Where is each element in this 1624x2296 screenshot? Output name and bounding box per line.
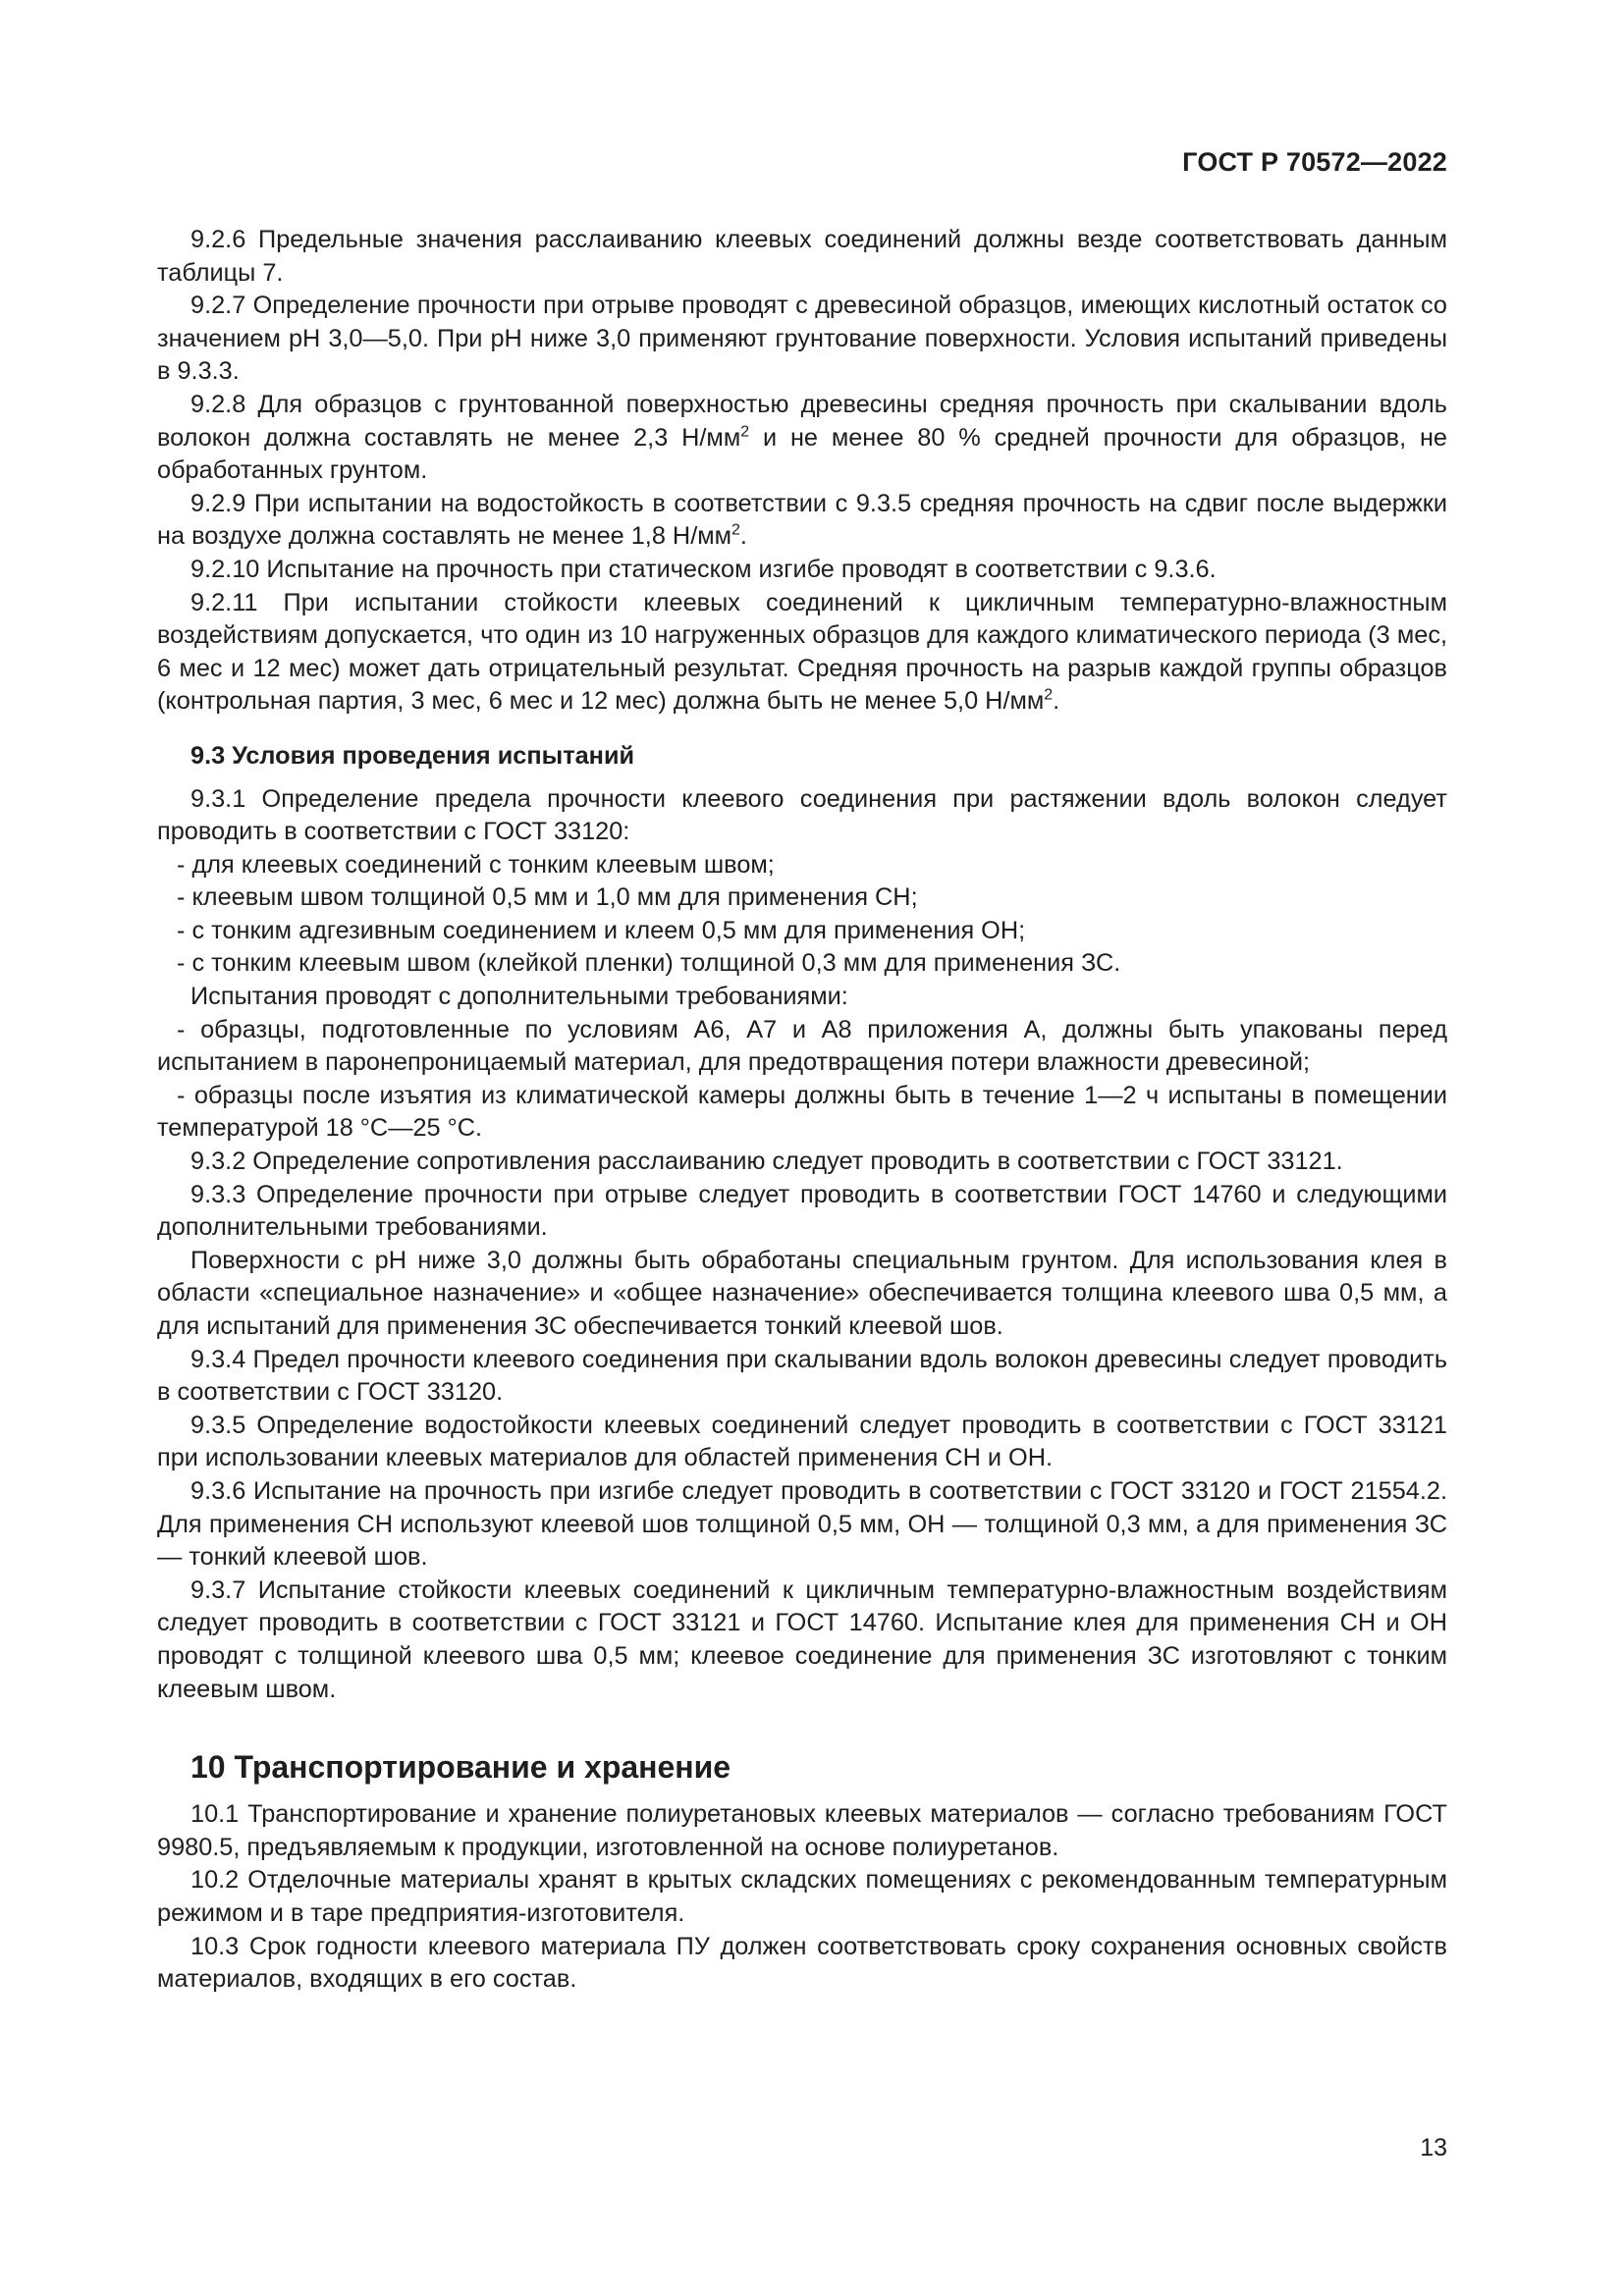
list-item: - образцы, подготовленные по условиям А6, А7 и А8 приложения А, должны быть упакованы перед испытанием в паронепроницаемый материал, для предотвращения потери влажности древесиной; — [157, 1015, 1447, 1077]
list-item: - клеевым швом толщиной 0,5 мм и 1,0 мм для применения СН; — [177, 883, 918, 912]
page-content — [157, 224, 1447, 1997]
superscript: 2 — [731, 521, 740, 539]
clause-10-3: 10.3 Срок годности клеевого материала ПУ должен соответствовать сроку сохранения основных свойств материалов, входящих в его состав. — [157, 1932, 1447, 1994]
clause-text: и не менее 80 % средней прочности для образцов, не обработанных грунтом. — [157, 423, 1448, 485]
list-item: - с тонким клеевым швом (клейкой пленки) толщиной 0,3 мм для применения ЗС. — [177, 949, 1121, 978]
clause-9-3-6: 9.3.6 Испытание на прочность при изгибе следует проводить в соответствии с ГОСТ 33120 и ГОСТ 21554.2. Для применения СН используют клеевой шов толщиной 0,5 мм, ОН — толщиной 0,3 мм, а для применения ЗС — тонкий клеевой шов. — [157, 1476, 1447, 1572]
list-item: - для клеевых соединений с тонким клеевым швом; — [177, 850, 775, 879]
list-item: - образцы после изъятия из климатической камеры должны быть в течение 1—2 ч испытаны в помещении температурой 18 °С—25 °С. — [157, 1081, 1447, 1143]
clause-9-2-7: 9.2.7 Определение прочности при отрыве проводят с древесиной образцов, имеющих кислотный остаток со значением pH 3,0—5,0. При pH ниже 3,0 применяют грунтование поверхности. Условия испытаний приведены в 9.3.3. — [157, 292, 1447, 386]
clause-text: 9.2.8 Для образцов с грунтованной поверхностью древесины средняя прочность при скалывании вдоль волокон должна составлять не менее 2,3 Н/мм — [157, 390, 1447, 452]
clause-9-2-11 — [157, 587, 1447, 719]
clause-9-3-4: 9.3.4 Предел прочности клеевого соединения при скалывании вдоль волокон древесины следует проводить в соответствии с ГОСТ 33120. — [157, 1345, 1447, 1407]
superscript: 2 — [1044, 686, 1054, 704]
superscript: 2 — [740, 423, 750, 441]
clause-9-3-5: 9.3.5 Определение водостойкости клеевых соединений следует проводить в соответствии с ГОСТ 33121 при использовании клеевых материалов для областей применения СН и ОН. — [157, 1411, 1447, 1472]
clause-9-3-2: 9.3.2 Определение сопротивления расслаиванию следует проводить в соответствии с ГОСТ 33121. — [190, 1148, 1343, 1176]
clause-text: 9.2.11 При испытании стойкости клеевых соединений к цикличным температурно-влажностным воздействиям допускается, что один из 10 нагруженных образцов для каждого климатического периода (3 мес, 6 мес и 12 мес) может дать отрицательный результат. Средняя прочность на разрыв каждой группы образцов (контрольная партия, 3 мес, 6 мес и 12 мес) должна быть не менее 5,0 Н/мм — [157, 588, 1447, 716]
list-item: - с тонким адгезивным соединением и клеем 0,5 мм для применения ОН; — [177, 916, 1026, 944]
clause-9-2-8 — [157, 389, 1447, 488]
clause-9-2-6: 9.2.6 Предельные значения расслаиванию клеевых соединений должны везде соответствовать данным таблицы 7. — [157, 226, 1447, 287]
clause-text: 9.2.9 При испытании на водостойкость в соответствии с 9.3.5 средняя прочность на сдвиг после выдержки на воздухе должна составлять не менее 1,8 Н/мм — [157, 489, 1447, 551]
clause-text: . — [739, 522, 747, 551]
clause-9-3-3: 9.3.3 Определение прочности при отрыве следует проводить в соответствии ГОСТ 14760 и следующими дополнительными требованиями. — [157, 1180, 1447, 1242]
clause-9-3-3-continued: Поверхности с pH ниже 3,0 должны быть обработаны специальным грунтом. Для использования клея в области «специальное назначение» и «общее назначение» обеспечивается толщина клеевого шва 0,5 мм, а для испытаний для применения ЗС обеспечивается тонкий клеевой шов. — [157, 1246, 1447, 1340]
clause-10-1: 10.1 Транспортирование и хранение полиуретановых клеевых материалов — согласно требованиям ГОСТ 9980.5, предъявляемым к продукции, изготовленной на основе полиуретанов. — [157, 1800, 1447, 1861]
clause-text: . — [1053, 687, 1060, 716]
page-number: 13 — [1420, 2134, 1447, 2162]
clause-9-2-9 — [157, 488, 1447, 554]
clause-9-3-1: 9.3.1 Определение предела прочности клеевого соединения при растяжении вдоль волокон следует проводить в соответствии с ГОСТ 33120: — [157, 784, 1447, 846]
clause-9-3-7: 9.3.7 Испытание стойкости клеевых соединений к цикличным температурно-влажностным воздействиям следует проводить в соответствии с ГОСТ 33121 и ГОСТ 14760. Испытание клея для применения СН и ОН проводят с толщиной клеевого шва 0,5 мм; клеевое соединение для применения ЗС изготовляют с тонким клеевым швом. — [157, 1575, 1447, 1703]
requirements-intro: Испытания проводят с дополнительными требованиями: — [190, 983, 848, 1011]
clause-10-2: 10.2 Отделочные материалы хранят в крытых складских помещениях с рекомендованным температурным режимом и в таре предприятия-изготовителя. — [157, 1866, 1447, 1927]
clause-9-2-10: 9.2.10 Испытание на прочность при статическом изгибе проводят в соответствии с 9.3.6. — [190, 555, 1217, 583]
section-heading-9-3: 9.3 Условия проведения испытаний — [190, 741, 635, 770]
document-code: ГОСТ Р 70572—2022 — [1182, 147, 1447, 177]
section-heading-10: 10 Транспортирование и хранение — [190, 1749, 731, 1786]
